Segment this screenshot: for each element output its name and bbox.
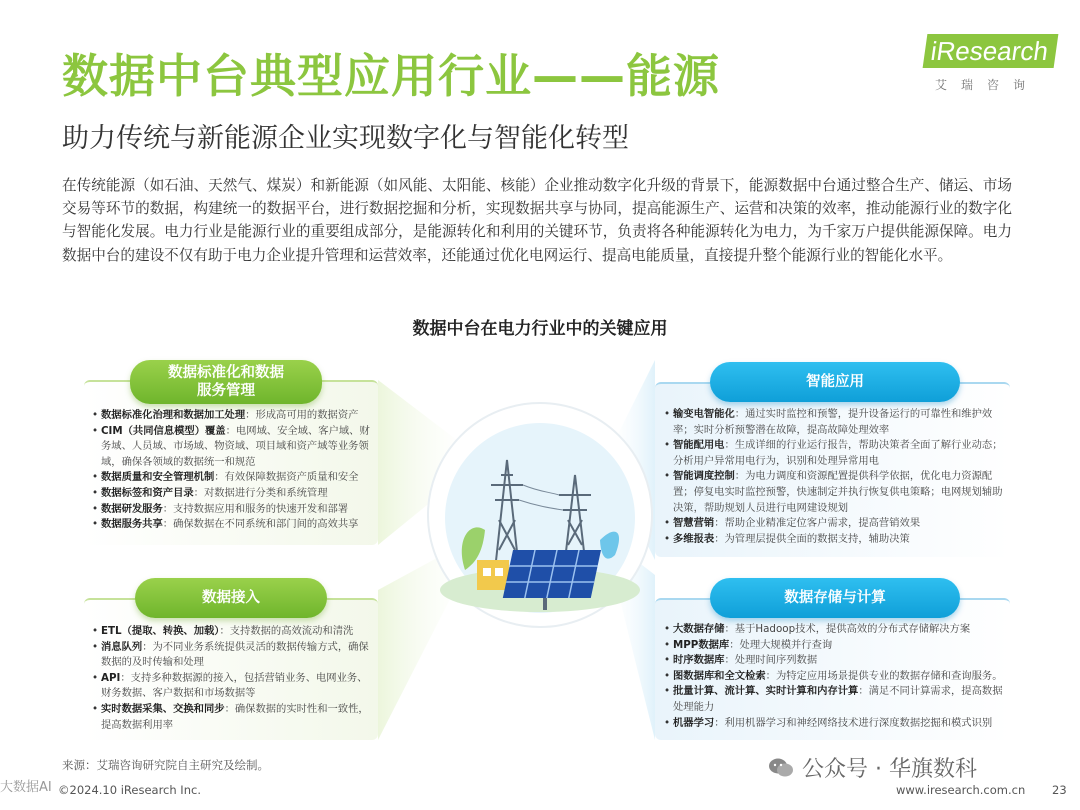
logo-subtext: 艾瑞咨询 [935, 78, 1040, 92]
pill-data-access-label: 数据接入 [202, 590, 260, 606]
list-item [664, 469, 1004, 516]
list-item [92, 702, 374, 733]
list-item-desc: ：为特定应用场景提供专业的数据存储和查询服务。 [765, 669, 1003, 682]
list-item-desc: ：确保数据的实时性和一致性，提高数据利用率 [101, 702, 369, 731]
list-item [664, 532, 1004, 548]
intro-paragraph: 在传统能源（如石油、天然气、煤炭）和新能源（如风能、太阳能、核能）企业推动数字化升级的背景下，能源数据中台通过整合生产、储运、市场交易等环节的数据，构建统一的数据平台，进行数据挖掘和分析，实现数据共享与协同，提高能源生产、运营和决策的效率，推动能源行业的数字化与智能化发展。电力行业是能源行业的重要组成部分，是能源转化和利用的关键环节，负责将各种能源转化为电力，为千家万户提供能源保障。电力数据中台的建设不仅有助于电力企业提升管理和运营效率，还能通过优化电网运行、提高电能质量，直接提升整个能源行业的智能化水平。 [62, 177, 1012, 264]
list-item [92, 624, 374, 640]
list-item-term: 智能调度控制 [673, 470, 735, 483]
list-item-desc: ：形成高可用的数据资产 [245, 409, 359, 421]
list-item-term: 实时数据采集、交换和同步 [101, 702, 225, 715]
list-item [92, 671, 374, 702]
page-number: 23 [1052, 783, 1067, 797]
list-data-standardization [92, 408, 372, 533]
pill-storage-compute [710, 578, 960, 618]
list-item [664, 638, 1004, 654]
wechat-text: 公众号 · 华旗数科 [802, 757, 977, 782]
list-item-desc: ：基于Hadoop技术，提供高效的分布式存储解决方案 [724, 623, 971, 635]
pill-storage-compute-label: 数据存储与计算 [784, 590, 886, 606]
list-item-term: API [101, 671, 121, 684]
pill-data-access [135, 578, 327, 618]
list-item-term: 时序数据库 [673, 654, 725, 667]
list-item-desc: ：确保数据在不同系统和部门间的高效共享 [162, 518, 359, 531]
list-smart-applications [664, 407, 1004, 547]
corner-watermark: 大数据AI [0, 780, 52, 795]
list-storage-compute [664, 622, 1004, 731]
wechat-watermark [768, 752, 977, 783]
list-item-term: 数据服务共享 [101, 518, 163, 531]
list-item [664, 716, 1004, 732]
list-item-desc: ：支持数据的高效流动和清洗 [219, 625, 354, 637]
wechat-icon [768, 757, 794, 779]
list-item-desc: ：为电力调度和资源配置提供科学依据，优化电力资源配置；停复电实时监控预警，快速制定并执行恢复供电策略；电网规划辅助决策，帮助规划人员进行电网建设规划 [673, 470, 1003, 514]
list-item-desc: ：为管理层提供全面的数据支持，辅助决策 [714, 532, 910, 545]
list-item-desc: ：为不同业务系统提供灵活的数据传输方式，确保数据的及时传输和处理 [101, 640, 369, 669]
pill-smart-applications [710, 362, 960, 402]
list-item [92, 486, 372, 502]
list-item-term: 数据质量和安全管理机制 [101, 471, 215, 484]
list-item-term: 输变电智能化 [673, 408, 735, 420]
power-grid-illustration [425, 400, 655, 635]
list-item-desc: ：电网域、安全域、客户域、财务域、人员域、市场域、物资域、项目域和资产域等业务领域，确保各领域的数据统一和规范 [101, 424, 370, 468]
list-item-term: ETL（提取、转换、加载） [101, 625, 220, 637]
list-item-desc: ：支持数据应用和服务的快速开发和部署 [162, 502, 349, 515]
list-item [664, 438, 1004, 469]
list-item-term: 机器学习 [673, 716, 715, 729]
list-item-term: 数据标签和资产目录 [101, 486, 194, 499]
list-item-term: 数据研发服务 [101, 502, 163, 515]
list-item-term: 批量计算、流计算、实时计算和内存计算 [673, 685, 859, 698]
logo-text: iResearch [923, 34, 1059, 68]
list-item-term: 消息队列 [101, 640, 143, 653]
section-title: 数据中台在电力行业中的关键应用 [412, 319, 668, 339]
list-item [92, 424, 372, 471]
list-item [664, 622, 1004, 638]
list-item [92, 470, 372, 486]
list-item-term: 大数据存储 [673, 623, 725, 635]
pill-data-standardization-label: 数据标准化和数据服务管理 [168, 365, 284, 399]
list-item-term: 图数据库和全文检索 [673, 669, 766, 682]
list-item-desc: ：处理大规模并行查询 [729, 638, 833, 651]
list-item-term: 多维报表 [673, 532, 715, 545]
list-item-desc: ：通过实时监控和预警，提升设备运行的可靠性和维护效率；实时分析预警潜在故障，提高故障处理效率 [673, 408, 993, 436]
page-title: 数据中台典型应用行业——能源 [62, 49, 720, 103]
list-item [92, 502, 372, 518]
website-url: www.iresearch.com.cn [896, 783, 1026, 797]
source-note: 来源：艾瑞咨询研究院自主研究及绘制。 [62, 758, 269, 772]
list-item-term: 智能配用电 [673, 439, 725, 452]
copyright: ©2024.10 iResearch Inc. [58, 783, 201, 797]
list-item-term: 数据标准化治理和数据加工处理 [101, 409, 246, 421]
list-item [664, 684, 1004, 715]
pill-data-standardization [130, 360, 322, 404]
list-item [664, 669, 1004, 685]
list-item-term: CIM（共同信息模型）覆盖 [101, 424, 226, 437]
list-item-desc: ：帮助企业精准定位客户需求，提高营销效果 [714, 517, 921, 530]
list-item-term: 智慧营销 [673, 517, 715, 530]
list-item-desc: ：对数据进行分类和系统管理 [193, 486, 328, 499]
pill-smart-applications-label: 智能应用 [806, 374, 864, 390]
list-item-desc: ：满足不同计算需求，提高数据处理能力 [673, 685, 1003, 713]
list-data-access [92, 624, 374, 733]
list-item-desc: ：有效保障数据资产质量和安全 [214, 471, 359, 484]
list-item [92, 408, 372, 424]
list-item-desc: ：支持多种数据源的接入，包括营销业务、电网业务、财务数据、客户数据和市场数据等 [101, 671, 368, 700]
list-item [664, 407, 1004, 438]
list-item-desc: ：利用机器学习和神经网络技术进行深度数据挖掘和模式识别 [714, 716, 993, 729]
list-item-term: MPP数据库 [673, 638, 730, 651]
list-item [664, 516, 1004, 532]
page-subtitle: 助力传统与新能源企业实现数字化与智能化转型 [62, 123, 629, 154]
list-item [664, 653, 1004, 669]
list-item [92, 517, 372, 533]
list-item-desc: ：生成详细的行业运行报告，帮助决策者全面了解行业动态；分析用户异常用电行为，识别和处理异常用电 [673, 439, 1003, 467]
list-item [92, 640, 374, 671]
list-item-desc: ：处理时间序列数据 [724, 654, 818, 667]
